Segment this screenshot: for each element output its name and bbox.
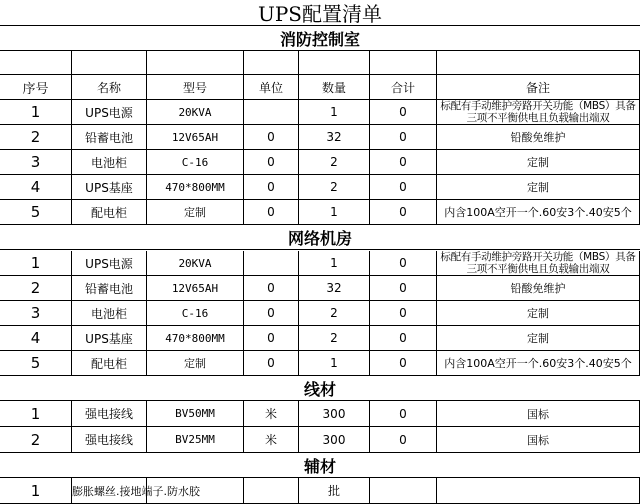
cell-qty[interactable]: 2 (299, 301, 370, 325)
cell-model[interactable]: BV50MM (147, 401, 244, 426)
column-header[interactable]: 序号 (0, 75, 72, 99)
cell-total[interactable] (370, 478, 437, 503)
cell-total[interactable]: 0 (370, 150, 437, 174)
cell-unit[interactable]: 0 (244, 150, 299, 174)
cell-note[interactable]: 内含100A空开一个.60安3个.40安5个 (437, 351, 640, 375)
table-row (0, 100, 640, 125)
cell-unit[interactable]: 0 (244, 351, 299, 375)
cell-name[interactable]: 铅蓄电池 (72, 125, 147, 149)
cell-model[interactable]: 12V65AH (147, 125, 244, 149)
cell-unit[interactable] (244, 478, 299, 503)
cell-model[interactable]: 20KVA (147, 100, 244, 124)
cell-unit[interactable]: 0 (244, 125, 299, 149)
cell-total[interactable]: 0 (370, 200, 437, 224)
cell-model[interactable]: BV25MM (147, 427, 244, 452)
table-row (0, 251, 640, 276)
cell-unit[interactable]: 米 (244, 401, 299, 426)
cell-no[interactable]: 2 (0, 125, 72, 149)
cell-no[interactable]: 5 (0, 351, 72, 375)
cell-no[interactable]: 2 (0, 276, 72, 300)
cell-note[interactable]: 标配有手动维护旁路开关功能（MBS）具备三项不平衡供电且负载输出端双 (437, 251, 640, 275)
cell-total[interactable]: 0 (370, 351, 437, 375)
cell-unit[interactable]: 0 (244, 326, 299, 350)
cell-total[interactable]: 0 (370, 100, 437, 124)
cell-qty[interactable]: 2 (299, 326, 370, 350)
cell-qty[interactable]: 2 (299, 175, 370, 199)
table-row (0, 276, 640, 301)
column-header[interactable]: 合计 (370, 75, 437, 99)
cell-qty[interactable]: 32 (299, 125, 370, 149)
table-row (0, 478, 640, 504)
cell-unit[interactable] (244, 251, 299, 275)
cell-qty[interactable]: 32 (299, 276, 370, 300)
cell-unit[interactable]: 0 (244, 276, 299, 300)
cell[interactable] (370, 51, 437, 74)
cell-unit[interactable]: 0 (244, 301, 299, 325)
cell-qty[interactable]: 1 (299, 100, 370, 124)
cell-name[interactable]: UPS电源 (72, 100, 147, 124)
cell-unit[interactable]: 0 (244, 200, 299, 224)
cell-note[interactable]: 标配有手动维护旁路开关功能（MBS）具备三项不平衡供电且负载输出端双 (437, 100, 640, 124)
cell-qty[interactable]: 300 (299, 427, 370, 452)
cell-name[interactable]: UPS基座 (72, 175, 147, 199)
cell-name[interactable]: UPS基座 (72, 326, 147, 350)
table-row (0, 401, 640, 427)
cell-unit[interactable]: 0 (244, 175, 299, 199)
cell-qty[interactable]: 300 (299, 401, 370, 426)
cell-qty[interactable]: 1 (299, 200, 370, 224)
cell-total[interactable]: 0 (370, 301, 437, 325)
cell-no[interactable]: 4 (0, 326, 72, 350)
cell-qty[interactable]: 2 (299, 150, 370, 174)
cell-note[interactable] (437, 478, 640, 503)
cell-name[interactable]: 强电接线 (72, 401, 147, 426)
table-row (0, 175, 640, 200)
cell-note[interactable]: 铅酸免维护 (437, 276, 640, 300)
cell-note[interactable]: 定制 (437, 326, 640, 350)
table-row (0, 150, 640, 175)
cell-model[interactable]: 470*800MM (147, 175, 244, 199)
cell-total[interactable]: 0 (370, 427, 437, 452)
cell-no[interactable]: 1 (0, 478, 72, 503)
cell-total[interactable]: 0 (370, 251, 437, 275)
section-title: 线材 (0, 376, 640, 401)
cell[interactable] (437, 51, 640, 74)
cell[interactable] (0, 51, 72, 74)
cell-name[interactable]: 电池柜 (72, 150, 147, 174)
cell-model[interactable]: C-16 (147, 301, 244, 325)
cell-model[interactable]: 12V65AH (147, 276, 244, 300)
cell-total[interactable]: 0 (370, 125, 437, 149)
cell-name[interactable]: 配电柜 (72, 351, 147, 375)
cell-model[interactable]: 20KVA (147, 251, 244, 275)
table-row (0, 326, 640, 351)
cell-no[interactable]: 4 (0, 175, 72, 199)
cell-name[interactable]: 电池柜 (72, 301, 147, 325)
column-header[interactable]: 单位 (244, 75, 299, 99)
cell-name[interactable]: 膨胀螺丝.接地端子.防水胶 (72, 478, 147, 503)
cell-name[interactable]: 铅蓄电池 (72, 276, 147, 300)
cell[interactable] (72, 51, 147, 74)
cell-unit[interactable]: 米 (244, 427, 299, 452)
column-header[interactable]: 型号 (147, 75, 244, 99)
section-title: 网络机房 (0, 225, 640, 250)
cell-model[interactable]: 定制 (147, 351, 244, 375)
table-row (0, 427, 640, 453)
cell-total[interactable]: 0 (370, 401, 437, 426)
section-title: 辅材 (0, 453, 640, 478)
cell-note[interactable]: 国标 (437, 401, 640, 426)
cell-no[interactable]: 1 (0, 251, 72, 275)
cell-qty[interactable]: 1 (299, 351, 370, 375)
header-row (0, 75, 640, 100)
cell-note[interactable]: 铅酸免维护 (437, 125, 640, 149)
cell-note[interactable]: 定制 (437, 301, 640, 325)
cell-unit[interactable] (244, 100, 299, 124)
cell-qty[interactable]: 批 (299, 478, 370, 503)
cell-name[interactable]: UPS电源 (72, 251, 147, 275)
sheet-title: UPS配置清单 (0, 0, 640, 26)
table-row (0, 200, 640, 225)
cell-total[interactable]: 0 (370, 276, 437, 300)
cell[interactable] (299, 51, 370, 74)
cell-qty[interactable]: 1 (299, 251, 370, 275)
cell-no[interactable]: 5 (0, 200, 72, 224)
cell-no[interactable]: 1 (0, 100, 72, 124)
cell-name[interactable]: 强电接线 (72, 427, 147, 452)
column-header[interactable]: 数量 (299, 75, 370, 99)
table-row (0, 301, 640, 326)
cell-no[interactable]: 2 (0, 427, 72, 452)
cell-note[interactable]: 定制 (437, 175, 640, 199)
cell[interactable] (244, 51, 299, 74)
cell-note[interactable]: 定制 (437, 150, 640, 174)
cell-note[interactable]: 国标 (437, 427, 640, 452)
cell-no[interactable]: 1 (0, 401, 72, 426)
cell-model[interactable]: 定制 (147, 200, 244, 224)
column-header[interactable]: 名称 (72, 75, 147, 99)
cell-model[interactable]: C-16 (147, 150, 244, 174)
column-header[interactable]: 备注 (437, 75, 640, 99)
section-title: 消防控制室 (0, 26, 640, 51)
cell-name[interactable]: 配电柜 (72, 200, 147, 224)
cell-note[interactable]: 内含100A空开一个.60安3个.40安5个 (437, 200, 640, 224)
cell-total[interactable]: 0 (370, 175, 437, 199)
table-row (0, 351, 640, 376)
cell-no[interactable]: 3 (0, 150, 72, 174)
cell-model[interactable]: 470*800MM (147, 326, 244, 350)
table-row (0, 125, 640, 150)
cell-total[interactable]: 0 (370, 326, 437, 350)
cell-no[interactable]: 3 (0, 301, 72, 325)
cell[interactable] (147, 51, 244, 74)
blank-row (0, 51, 640, 75)
